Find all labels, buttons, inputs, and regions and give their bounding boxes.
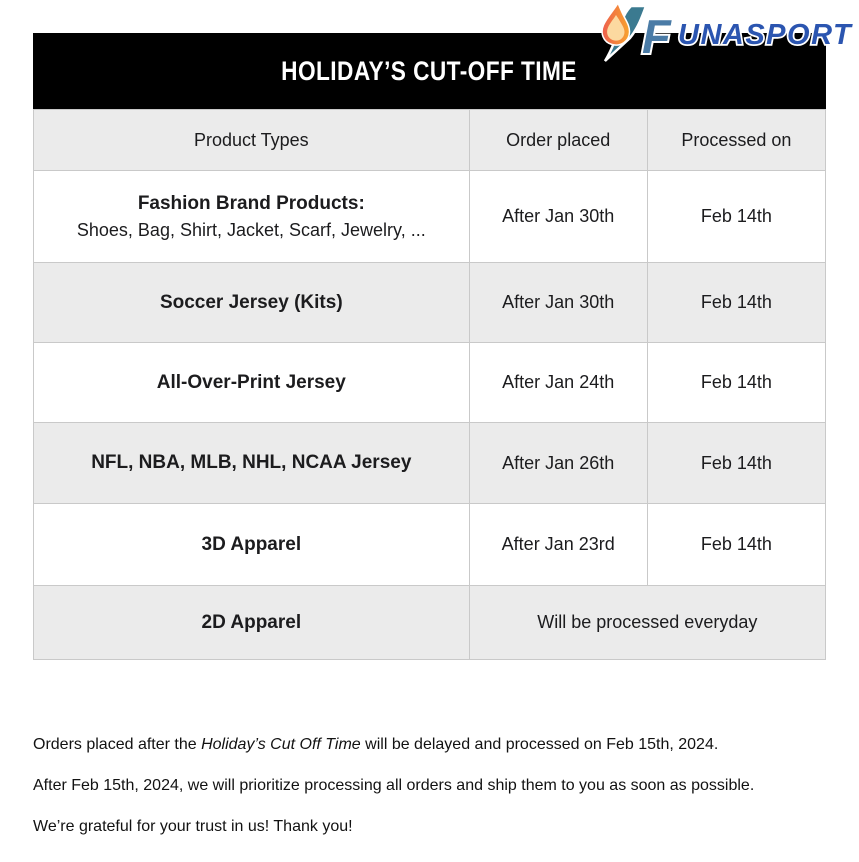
order-placed-cell: After Jan 24th <box>469 343 647 423</box>
table-row-fashion-brand <box>34 171 826 263</box>
table-title: HOLIDAY’S CUT-OFF TIME <box>281 55 578 86</box>
processed-on-cell: Feb 14th <box>647 504 825 586</box>
table-row-3d-apparel <box>34 504 826 586</box>
note-line-1-prefix: Orders placed after the <box>33 736 202 753</box>
product-name: All-Over-Print Jersey <box>156 371 346 393</box>
processed-on-cell: Feb 14th <box>647 171 825 263</box>
brand-wordmark: UNASPORT <box>678 19 853 51</box>
merged-note-cell: Will be processed everyday <box>469 586 825 660</box>
note-line-1 <box>33 734 754 756</box>
note-line-1-suffix: will be delayed and processed on Feb 15th, 2024. <box>360 736 719 753</box>
product-name: 2D Apparel <box>201 611 302 633</box>
product-name: Fashion Brand Products: <box>137 192 365 214</box>
holiday-cutoff-term: Holiday’s Cut Off Time <box>201 736 361 753</box>
col-header-product-types: Product Types <box>34 110 470 171</box>
header-row <box>34 110 826 171</box>
note-line-3: We’re grateful for your trust in us! Thank you! <box>33 818 353 835</box>
product-cell <box>34 263 470 343</box>
cutoff-schedule-table <box>33 109 826 660</box>
order-placed-cell: After Jan 26th <box>469 423 647 504</box>
product-cell <box>34 423 470 504</box>
table-row-all-over-print <box>34 343 826 423</box>
table-row-league-jersey <box>34 423 826 504</box>
product-name: Soccer Jersey (Kits) <box>159 291 343 313</box>
processed-on-cell: Feb 14th <box>647 343 825 423</box>
product-cell <box>34 504 470 586</box>
product-cell <box>34 171 470 263</box>
table-row-2d-apparel <box>34 586 826 660</box>
processed-on-cell: Feb 14th <box>647 423 825 504</box>
product-name: 3D Apparel <box>201 533 302 555</box>
footer-notes <box>33 734 754 857</box>
product-cell <box>34 343 470 423</box>
order-placed-cell: After Jan 30th <box>469 171 647 263</box>
funasport-logo <box>585 2 857 64</box>
order-placed-cell: After Jan 23rd <box>469 504 647 586</box>
funasport-logo-svg <box>585 2 857 64</box>
product-name: NFL, NBA, MLB, NHL, NCAA Jersey <box>91 452 412 473</box>
processed-on-cell: Feb 14th <box>647 263 825 343</box>
product-detail: Shoes, Bag, Shirt, Jacket, Scarf, Jewelry, ... <box>76 219 426 240</box>
note-line-2: After Feb 15th, 2024, we will prioritize processing all orders and ship them to you as soon as possible. <box>33 777 755 794</box>
product-cell <box>34 586 470 660</box>
table-row-soccer-jersey <box>34 263 826 343</box>
cutoff-table-section <box>33 33 826 660</box>
col-header-order-placed: Order placed <box>469 110 647 171</box>
brand-letter-f: F <box>642 10 671 63</box>
col-header-processed-on: Processed on <box>647 110 825 171</box>
order-placed-cell: After Jan 30th <box>469 263 647 343</box>
